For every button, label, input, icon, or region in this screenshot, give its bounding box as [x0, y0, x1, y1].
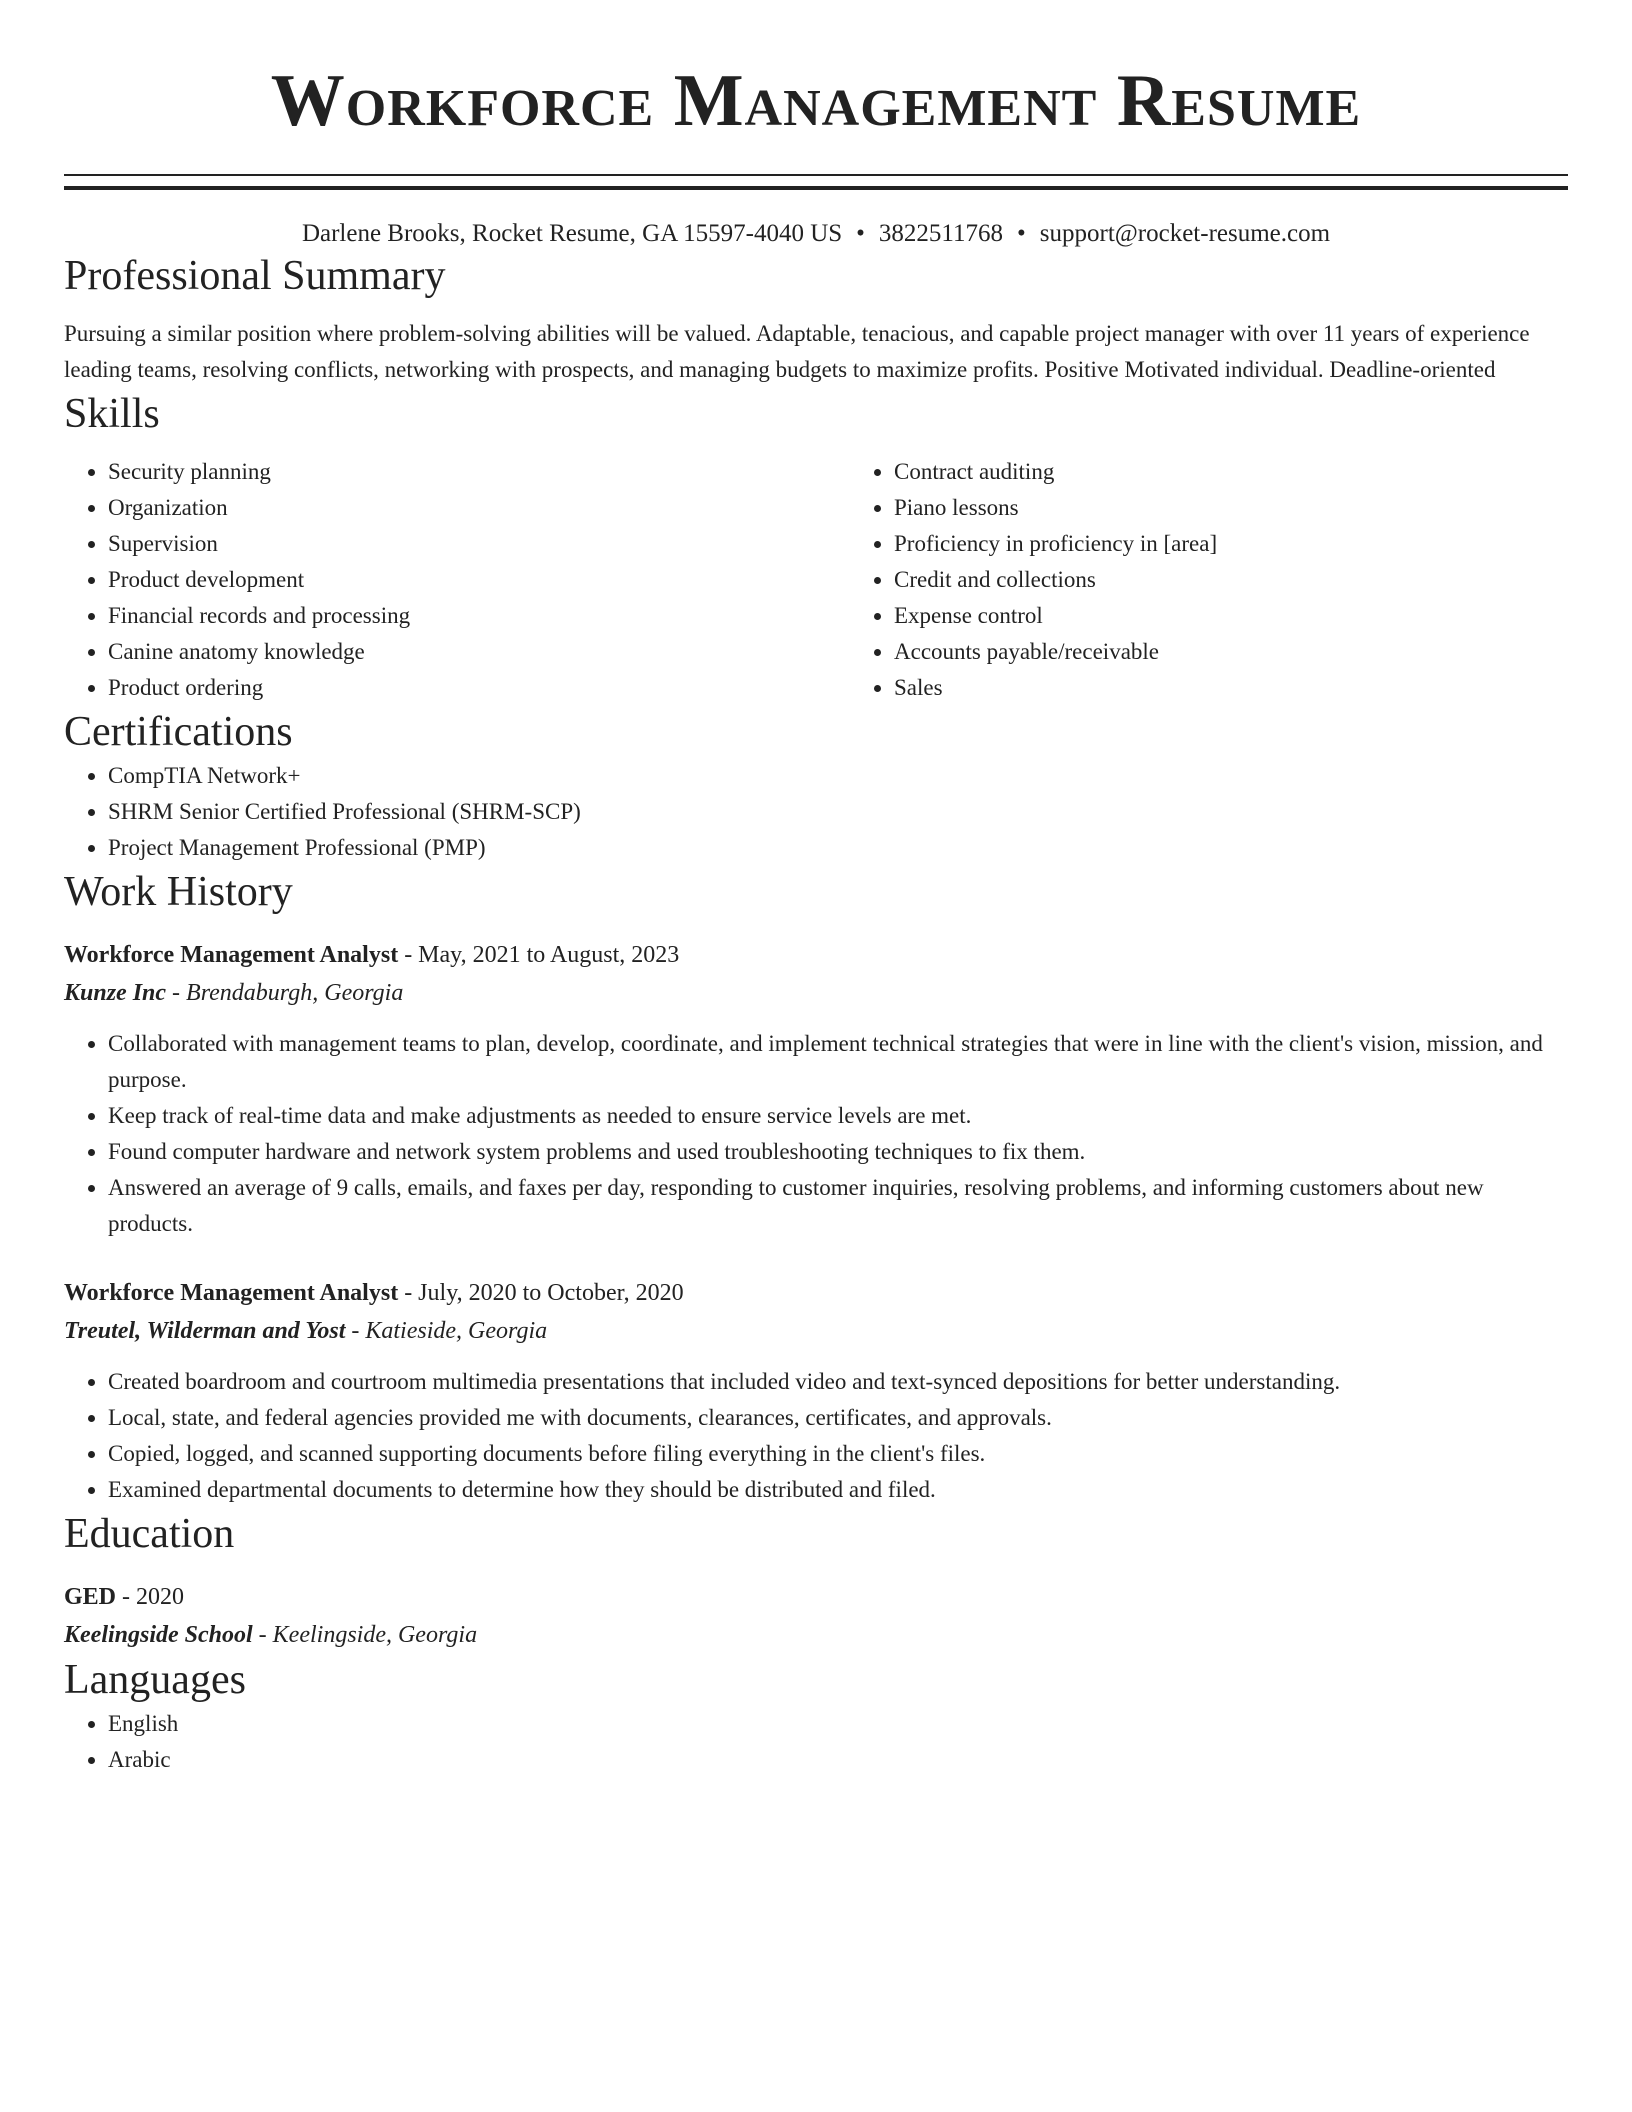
skills-columns	[64, 454, 1568, 706]
contact-phone: 3822511768	[878, 220, 1003, 247]
job-entry	[64, 936, 1568, 1242]
certification-item: • Project Management Professional (PMP)	[108, 830, 1568, 866]
job-title: Workforce Management Analyst	[64, 1280, 399, 1306]
contact-line	[64, 218, 1568, 250]
skill-item: • Contract auditing	[894, 454, 1568, 490]
job-title-line	[64, 936, 1568, 974]
summary-text: Pursuing a similar position where problem-solving abilities will be valued. Adaptable, tenacious, and capable project manager with over 11 years of experience leading teams, resolving conflicts, networking with prospects, and managing budgets to maximize profits. Positive Motivated individual. Deadline-oriented	[64, 321, 1530, 382]
contact-address: Darlene Brooks, Rocket Resume, GA 15597-4040 US	[301, 220, 843, 247]
education-school-line	[64, 1616, 1568, 1654]
summary-heading: Professional Summary	[64, 253, 446, 299]
education-entry	[64, 1578, 1568, 1654]
skills-left-list	[64, 454, 850, 706]
skill-item: • Organization	[108, 490, 850, 526]
job-dates: - May, 2021 to August, 2023	[398, 942, 680, 968]
job-bullet: • Collaborated with management teams to plan, develop, coordinate, and implement technical strategies that were in line with the client's vision, mission, and purpose.	[108, 1026, 1568, 1098]
job-bullet: • Created boardroom and courtroom multimedia presentations that included video and text-synced depositions for better understanding.	[108, 1364, 1568, 1400]
skill-item: • Accounts payable/receivable	[894, 634, 1568, 670]
skill-item: • Security planning	[108, 454, 850, 490]
skill-item: • Credit and collections	[894, 562, 1568, 598]
languages-heading: Languages	[64, 1657, 246, 1703]
skill-item: • Supervision	[108, 526, 850, 562]
job-company-line	[64, 974, 1568, 1012]
contact-separator: •	[1017, 220, 1026, 247]
job-bullet: • Found computer hardware and network system problems and used troubleshooting techniques to fix them.	[108, 1134, 1568, 1170]
job-company: Kunze Inc	[64, 980, 167, 1006]
certification-item: • SHRM Senior Certified Professional (SHRM-SCP)	[108, 794, 1568, 830]
skill-item: • Piano lessons	[894, 490, 1568, 526]
job-bullets	[64, 1364, 1568, 1508]
work-history-heading: Work History	[64, 869, 293, 915]
resume-title: Workforce Management Resume	[270, 60, 1362, 142]
education-degree-line	[64, 1578, 1568, 1616]
job-dates: - July, 2020 to October, 2020	[398, 1280, 684, 1306]
education-heading: Education	[64, 1511, 235, 1557]
job-title-line	[64, 1274, 1568, 1312]
job-location: - Brendaburgh, Georgia	[166, 980, 404, 1006]
education-school: Keelingside School	[64, 1622, 253, 1648]
skill-item: • Proficiency in proficiency in [area]	[894, 526, 1568, 562]
job-bullet: • Keep track of real-time data and make adjustments as needed to ensure service levels are met.	[108, 1098, 1568, 1134]
skill-item: • Product ordering	[108, 670, 850, 706]
certification-item: • CompTIA Network+	[108, 758, 1568, 794]
job-company: Treutel, Wilderman and Yost	[64, 1318, 346, 1344]
education-location: - Keelingside, Georgia	[252, 1622, 478, 1648]
job-bullets	[64, 1026, 1568, 1242]
job-title: Workforce Management Analyst	[64, 942, 399, 968]
job-bullet: • Answered an average of 9 calls, emails, and faxes per day, responding to customer inquiries, resolving problems, and informing customers about new products.	[108, 1170, 1568, 1242]
job-entry	[64, 1274, 1568, 1508]
skill-item: • Product development	[108, 562, 850, 598]
job-bullet: • Copied, logged, and scanned supporting documents before filing everything in the client's files.	[108, 1436, 1568, 1472]
contact-separator: •	[856, 220, 865, 247]
job-bullet: • Examined departmental documents to determine how they should be distributed and filed.	[108, 1472, 1568, 1508]
skill-item: • Canine anatomy knowledge	[108, 634, 850, 670]
skill-item: • Expense control	[894, 598, 1568, 634]
skill-item: • Sales	[894, 670, 1568, 706]
contact-email: support@rocket-resume.com	[1039, 220, 1331, 247]
languages-list	[64, 1706, 1568, 1778]
job-location: - Katieside, Georgia	[345, 1318, 548, 1344]
skill-item: • Financial records and processing	[108, 598, 850, 634]
skills-heading: Skills	[64, 391, 160, 437]
certifications-list	[64, 758, 1568, 866]
job-bullet: • Local, state, and federal agencies provided me with documents, clearances, certificates, and approvals.	[108, 1400, 1568, 1436]
education-degree: GED	[64, 1584, 117, 1610]
language-item: • English	[108, 1706, 1568, 1742]
skills-right-list	[850, 454, 1568, 706]
title-double-rule	[64, 174, 1568, 190]
education-year: - 2020	[116, 1584, 185, 1610]
certifications-heading: Certifications	[64, 709, 293, 755]
job-company-line	[64, 1312, 1568, 1350]
language-item: • Arabic	[108, 1742, 1568, 1778]
